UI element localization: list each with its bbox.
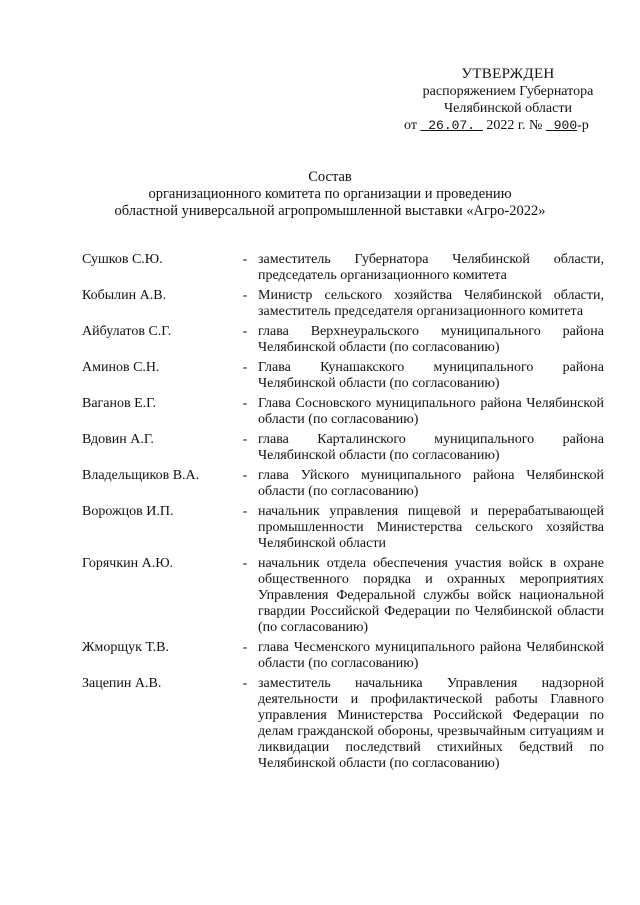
member-name: Айбулатов С.Г. xyxy=(82,324,172,339)
member-position: начальник управления пищевой и перерабатывающей промышленности Министерства сельского хозяйства Челябинской области xyxy=(258,504,604,551)
member-dash: - xyxy=(242,396,248,411)
member-dash: - xyxy=(242,676,248,691)
member-dash: - xyxy=(242,288,248,303)
member-name: Кобылин А.В. xyxy=(82,288,167,303)
member-row xyxy=(82,556,604,636)
member-position: Глава Кунашакского муниципального района Челябинской области (по согласованию) xyxy=(258,360,604,391)
member-dash: - xyxy=(242,504,248,519)
member-dash: - xyxy=(242,640,248,655)
member-name: Жморщук Т.В. xyxy=(82,640,169,655)
approval-number-value: 900 xyxy=(553,118,578,133)
member-position: глава Карталинского муниципального района Челябинской области (по согласованию) xyxy=(258,432,604,463)
member-position: заместитель Губернатора Челябинской области, председатель организационного комитета xyxy=(258,252,604,283)
member-dash: - xyxy=(242,468,248,483)
approval-heading: УТВЕРЖДЕН xyxy=(461,66,555,82)
title-line-3: областной универсальной агропромышленной выставки «Агро-2022» xyxy=(114,203,546,219)
approval-number-suffix: -р xyxy=(577,118,589,133)
member-position: Глава Сосновского муниципального района Челябинской области (по согласованию) xyxy=(258,396,604,427)
member-position: заместитель начальника Управления надзорной деятельности и профилактической работы Главного управления Министерства Российской Федерации по делам гражданской обороны, чрезвычайным ситуациям и ликвидации последствий стихийных бедствий по Челябинской области (по согласованию) xyxy=(258,676,604,771)
member-name: Зацепин А.В. xyxy=(82,676,162,691)
member-row xyxy=(82,252,604,284)
approval-date-line xyxy=(398,117,618,134)
member-name: Сушков С.Ю. xyxy=(82,252,163,267)
member-position: начальник отдела обеспечения участия войск в охране общественного порядка и охранных мероприятиях Управления Федеральной службы войск национальной гвардии Российской Федерации по Челябинской области (по согласованию) xyxy=(258,556,604,635)
member-row xyxy=(82,504,604,552)
member-dash: - xyxy=(242,556,248,571)
member-name: Горячкин А.Ю. xyxy=(82,556,174,571)
member-name: Вдовин А.Г. xyxy=(82,432,154,447)
approval-stamp xyxy=(398,66,618,134)
approval-date-value: 26.07. xyxy=(428,118,476,133)
member-name: Владельщиков В.А. xyxy=(82,468,200,483)
member-name: Ваганов Е.Г. xyxy=(82,396,157,411)
document-title xyxy=(60,169,600,220)
title-line-1: Состав xyxy=(308,169,352,185)
approval-line-1: распоряжением Губернатора xyxy=(422,84,594,99)
member-row xyxy=(82,324,604,356)
member-row xyxy=(82,360,604,392)
title-line-2: организационного комитета по организации и проведению xyxy=(148,186,512,202)
member-row xyxy=(82,432,604,464)
member-name: Аминов С.Н. xyxy=(82,360,160,375)
member-row xyxy=(82,396,604,428)
member-position: глава Верхнеуральского муниципального района Челябинской области (по согласованию) xyxy=(258,324,604,355)
member-row xyxy=(82,676,604,772)
member-row xyxy=(82,288,604,320)
member-position: глава Чесменского муниципального района Челябинской области (по согласованию) xyxy=(258,640,604,671)
member-dash: - xyxy=(242,324,248,339)
member-position: глава Уйского муниципального района Челябинской области (по согласованию) xyxy=(258,468,604,499)
members-list xyxy=(82,252,604,776)
member-dash: - xyxy=(242,360,248,375)
member-position: Министр сельского хозяйства Челябинской области, заместитель председателя организационного комитета xyxy=(258,288,604,319)
member-dash: - xyxy=(242,432,248,447)
approval-line-2: Челябинской области xyxy=(444,101,572,116)
member-row xyxy=(82,640,604,672)
member-dash: - xyxy=(242,252,248,267)
member-row xyxy=(82,468,604,500)
approval-year-text: 2022 г. № xyxy=(486,118,543,133)
member-name: Ворожцов И.П. xyxy=(82,504,174,519)
approval-date-prefix: от xyxy=(404,118,417,133)
